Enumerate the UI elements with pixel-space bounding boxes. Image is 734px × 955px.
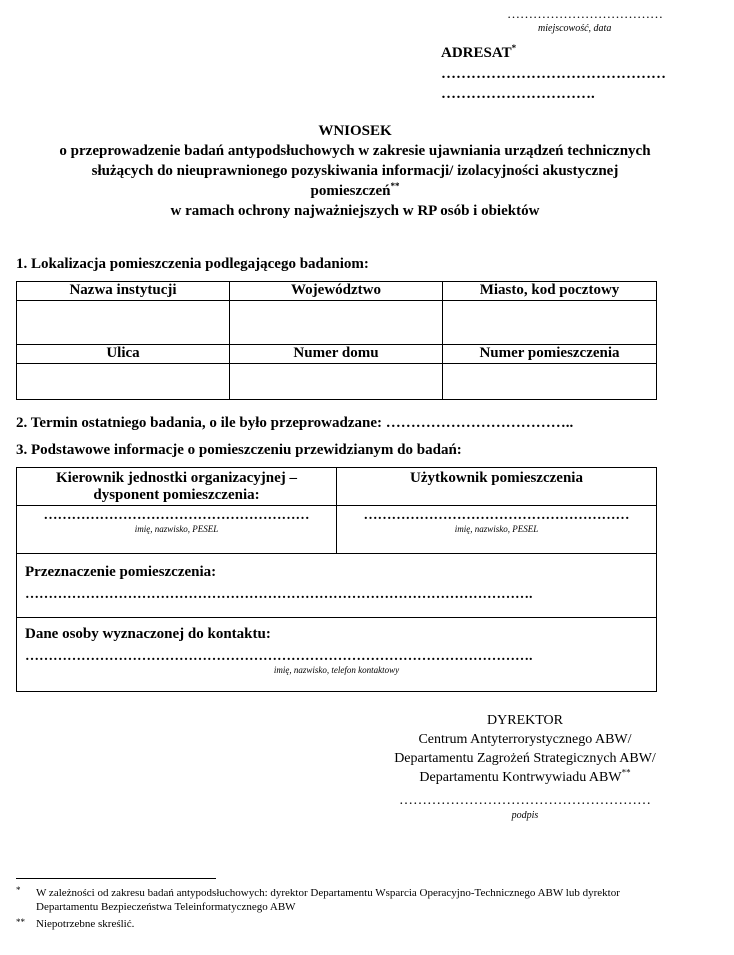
header-voivodeship: Województwo [230, 282, 443, 301]
title-block [0, 121, 710, 221]
place-date-dots[interactable]: ……………………………… [507, 6, 663, 21]
header-city-postal-code: Miasto, kod pocztowy [443, 282, 657, 301]
field-institution-name[interactable] [17, 301, 230, 345]
title-line-2: o przeprowadzenie badań antypodsłuchowych w zakresie ujawniania urządzeń technicznych [59, 143, 651, 159]
footnote-1-mark: * [16, 885, 21, 895]
title-line-4 [0, 181, 710, 201]
addressee-line-2[interactable]: …………………………. [441, 86, 595, 102]
signature-label: podpis [511, 810, 539, 821]
title-line-3: służących do nieuprawnionego pozyskiwania informacji/ izolacyjności akustycznej [91, 163, 619, 179]
section-3-heading: 3. Podstawowe informacje o pomieszczeniu przewidzianym do badań: [16, 442, 462, 458]
director-unit-3 [340, 768, 710, 787]
header-institution-name: Nazwa instytucji [17, 282, 230, 301]
location-table [16, 281, 657, 400]
director-title: DYREKTOR [487, 713, 563, 728]
header-house-number: Numer domu [230, 345, 443, 364]
field-city-postal-code[interactable] [443, 301, 657, 345]
manager-dots[interactable]: ………………………………………………… [43, 508, 310, 523]
room-purpose-label: Przeznaczenie pomieszczenia: [25, 564, 217, 580]
section-2-heading[interactable]: 2. Termin ostatniego badania, o ile było przeprowadzane: ……………………………….. [16, 415, 574, 431]
contact-person-hint: imię, nazwisko, telefon kontaktowy [273, 665, 400, 675]
section-1-heading: 1. Lokalizacja pomieszczenia podlegającego badaniom: [16, 256, 369, 272]
signature-block [340, 711, 710, 822]
field-street[interactable] [17, 364, 230, 400]
header-room-user: Użytkownik pomieszczenia [337, 468, 657, 506]
footnote-2 [16, 917, 726, 931]
title-footnote-mark: ** [390, 181, 400, 191]
footnote-2-text: Niepotrzebne skreślić. [36, 918, 135, 930]
contact-person-dots[interactable]: ………………………………………………………………………………………………. [25, 649, 533, 664]
addressee-footnote-mark: * [511, 43, 517, 53]
director-unit-3-text: Departamentu Kontrwywiadu ABW [419, 770, 622, 785]
title-line-5: w ramach ochrony najważniejszych w RP osób i obiektów [170, 203, 540, 219]
director-footnote-mark: ** [621, 767, 631, 778]
header-room-number: Numer pomieszczenia [443, 345, 657, 364]
room-info-table [16, 467, 657, 692]
header-manager-line-1: Kierownik jednostki organizacyjnej – [56, 470, 297, 486]
room-user-hint: imię, nazwisko, PESEL [454, 524, 539, 534]
field-contact-person[interactable] [17, 618, 657, 692]
header-manager-line-2: dysponent pomieszczenia: [93, 487, 260, 503]
director-unit-2: Departamentu Zagrożeń Strategicznych ABW/ [394, 751, 656, 766]
field-room-number[interactable] [443, 364, 657, 400]
header-manager [17, 468, 337, 506]
field-voivodeship[interactable] [230, 301, 443, 345]
footnote-divider [16, 878, 216, 879]
field-house-number[interactable] [230, 364, 443, 400]
footnote-2-mark: ** [16, 917, 25, 927]
room-user-dots[interactable]: ………………………………………………… [363, 508, 630, 523]
footnote-1-text-line-2: Departamentu Bezpieczeństwa Teleinformatycznego ABW [36, 901, 296, 913]
manager-hint: imię, nazwisko, PESEL [134, 524, 219, 534]
field-room-user[interactable] [337, 506, 657, 554]
field-manager[interactable] [17, 506, 337, 554]
field-room-purpose[interactable] [17, 554, 657, 618]
header-street: Ulica [17, 345, 230, 364]
footnote-1-text-line-1: W zależności od zakresu badań antypodsłuchowych: dyrektor Departamentu Wsparcia Operacyjno-Technicznego ABW lub dyrektor [36, 887, 620, 899]
title-line-1: WNIOSEK [318, 123, 392, 139]
footnote-1 [16, 886, 726, 914]
room-purpose-dots[interactable]: ………………………………………………………………………………………………. [25, 587, 533, 602]
addressee-label-text: ADRESAT [441, 45, 512, 61]
place-date-label: miejscowość, data [538, 23, 612, 34]
title-line-4-text: pomieszczeń [310, 183, 391, 199]
addressee-line-1[interactable]: ……………………………………… [441, 66, 666, 82]
director-unit-1: Centrum Antyterrorystycznego ABW/ [418, 732, 632, 747]
addressee-label [441, 45, 516, 62]
contact-person-label: Dane osoby wyznaczonej do kontaktu: [25, 626, 271, 642]
signature-dots[interactable]: ……………………………………………… [399, 793, 651, 808]
